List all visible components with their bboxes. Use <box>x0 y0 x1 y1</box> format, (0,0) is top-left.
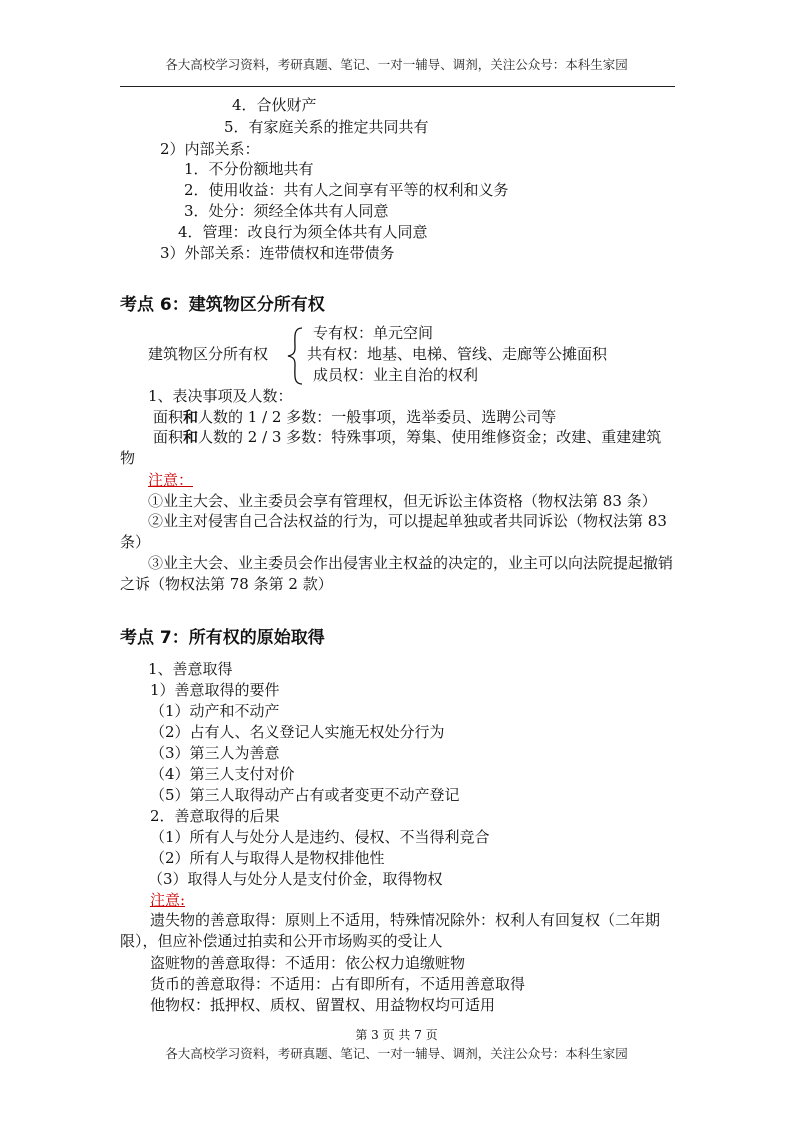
list-item: （2）占有人、名义登记人实施无权处分行为 <box>150 723 445 741</box>
text-line: ①业主大会、业主委员会享有管理权，但无诉讼主体资格（物权法第 83 条） <box>148 492 657 510</box>
brace-label: 建筑物区分所有权 <box>148 345 269 363</box>
list-item: （5）第三人取得动产占有或者变更不动产登记 <box>150 786 460 804</box>
list-item: 1．不分份额地共有 <box>184 160 314 178</box>
list-item: （4）第三人支付对价 <box>150 765 295 783</box>
list-item: 4．管理：改良行为须全体共有人同意 <box>178 223 428 241</box>
text-line: 4．合伙财产 <box>232 96 317 114</box>
text-line: 3）外部关系：连带债权和连带债务 <box>160 244 395 262</box>
list-item: （1）动产和不动产 <box>150 702 280 720</box>
list-item: 3．处分：须经全体共有人同意 <box>184 202 389 220</box>
brace-item: 专有权：单元空间 <box>313 324 434 342</box>
header-divider <box>120 86 675 87</box>
brace-item: 成员权：业主自治的权利 <box>313 366 479 384</box>
list-item: （3）第三人为善意 <box>150 744 280 762</box>
list-item: （2）所有人与取得人是物权排他性 <box>150 849 385 867</box>
text-paragraph: 面积和人数的 2 / 3 多数：特殊事项，筹集、使用维修资金；改建、重建建筑物 <box>120 428 662 467</box>
section-heading: 考点 6：建筑物区分所有权 <box>120 295 325 315</box>
curly-brace-icon <box>282 326 306 386</box>
text-line: 1）善意取得的要件 <box>150 681 280 699</box>
text-line: 1、表决事项及人数： <box>148 387 293 405</box>
text-line: 2）内部关系： <box>160 140 260 158</box>
text-line: 他物权：抵押权、质权、留置权、用益物权均可适用 <box>150 996 496 1014</box>
text-paragraph: ②业主对侵害自己合法权益的行为，可以提起单独或者共同诉讼（物权法第 83 条） <box>120 512 667 551</box>
section-heading: 考点 7：所有权的原始取得 <box>120 628 325 648</box>
text-line: 2．善意取得的后果 <box>150 807 280 825</box>
note-label: 注意： <box>148 471 194 489</box>
list-item: 2．使用收益：共有人之间享有平等的权利和义务 <box>184 181 509 199</box>
text-line: 5．有家庭关系的推定共同共有 <box>224 118 429 136</box>
text-line: 货币的善意取得：不适用：占有即所有，不适用善意取得 <box>150 975 526 993</box>
page-footer: 各大高校学习资料，考研真题、笔记、一对一辅导、调剂，关注公众号：本科生家园 <box>165 1046 628 1061</box>
page-number: 第 3 页 共 7 页 <box>355 1028 438 1042</box>
list-item: （3）取得人与处分人是支付价金，取得物权 <box>148 870 443 888</box>
text-line: 1、善意取得 <box>148 660 233 678</box>
list-item: （1）所有人与处分人是违约、侵权、不当得利竞合 <box>150 828 490 846</box>
text-paragraph: ③业主大会、业主委员会作出侵害业主权益的决定的，业主可以向法院提起撤销之诉（物权法第 78 条第 2 款） <box>120 554 674 593</box>
text-paragraph: 遗失物的善意取得：原则上不适用，特殊情况除外：权利人有回复权（二年期限），但应补偿通过拍卖和公开市场购买的受让人 <box>120 911 661 950</box>
page-header: 各大高校学习资料，考研真题、笔记、一对一辅导、调剂，关注公众号：本科生家园 <box>165 57 628 72</box>
text-line: 盗赃物的善意取得：不适用：依公权力追缴赃物 <box>150 954 466 972</box>
brace-item: 共有权：地基、电梯、管线、走廊等公摊面积 <box>307 345 608 363</box>
note-label: 注意: <box>150 891 186 909</box>
text-line: 面积和人数的 1 / 2 多数：一般事项，选举委员、选聘公司等 <box>153 408 557 426</box>
